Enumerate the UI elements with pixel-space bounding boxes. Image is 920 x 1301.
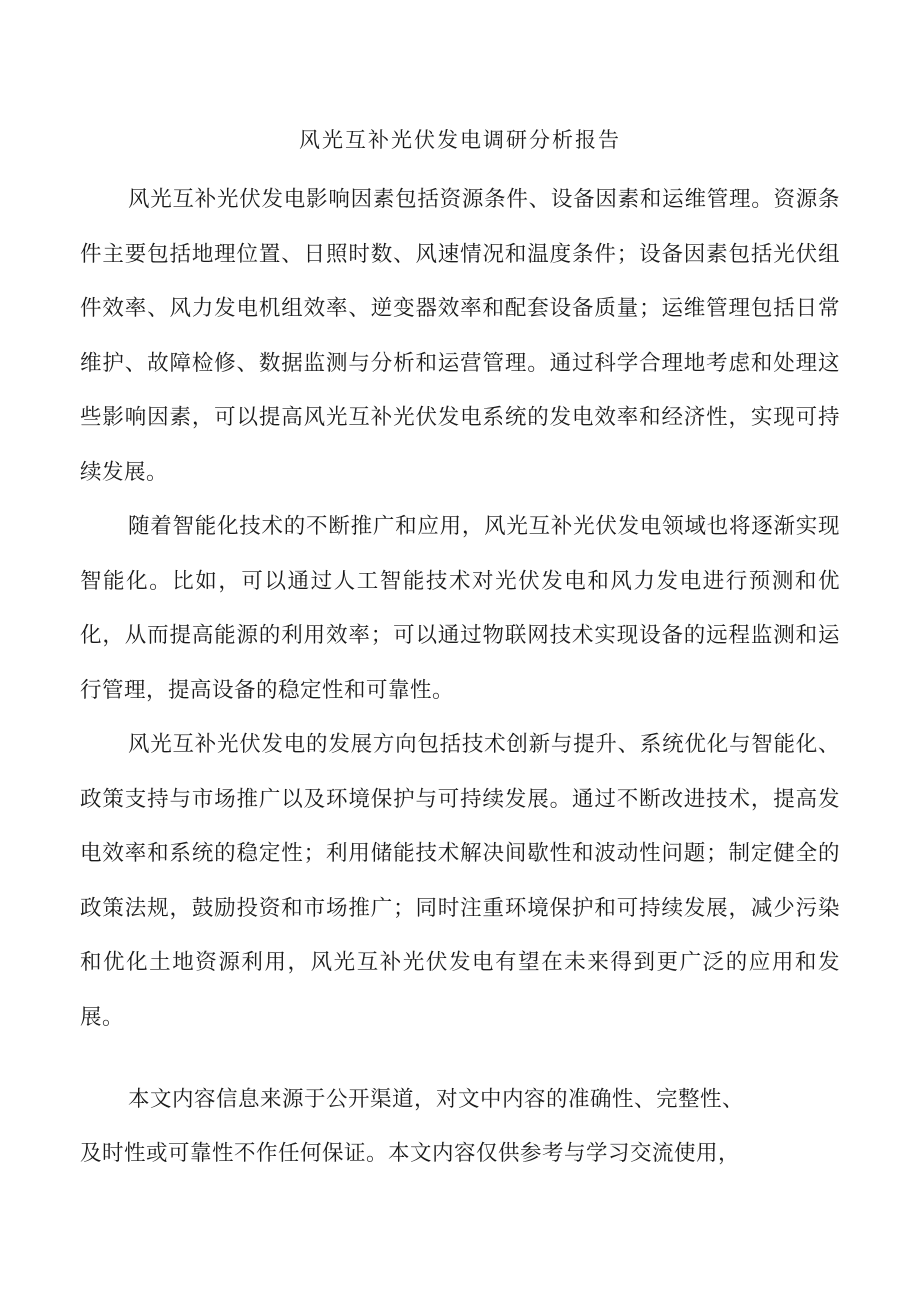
paragraph-intelligent-development: 随着智能化技术的不断推广和应用，风光互补光伏发电领域也将逐渐实现智能化。比如，可以通过人工智能技术对光伏发电和风力发电进行预测和优化，从而提高能源的利用效率；可以通过物联网技术实现设备的远程监测和运行管理，提高设备的稳定性和可靠性。: [80, 514, 840, 703]
paragraph-development-direction: 风光互补光伏发电的发展方向包括技术创新与提升、系统优化与智能化、政策支持与市场推广以及环境保护与可持续发展。通过不断改进技术，提高发电效率和系统的稳定性；利用储能技术解决间歇性和波动性问题；制定健全的政策法规，鼓励投资和市场推广；同时注重环境保护和可持续发展，减少污染和优化土地资源利用，风光互补光伏发电有望在未来得到更广泛的应用和发展。: [80, 732, 840, 1030]
disclaimer-line-1: 本文内容信息来源于公开渠道，对文中内容的准确性、完整性、: [128, 1087, 745, 1112]
paragraph-influencing-factors: 风光互补光伏发电影响因素包括资源条件、设备因素和运维管理。资源条件主要包括地理位置、日照时数、风速情况和温度条件；设备因素包括光伏组件效率、风力发电机组效率、逆变器效率和配套设备质量；运维管理包括日常维护、故障检修、数据监测与分析和运营管理。通过科学合理地考虑和处理这些影响因素，可以提高风光互补光伏发电系统的发电效率和经济性，实现可持续发展。: [80, 187, 840, 485]
disclaimer: [80, 1073, 840, 1181]
document-title: 风光互补光伏发电调研分析报告: [299, 128, 621, 152]
disclaimer-line-2: 及时性或可靠性不作任何保证。本文内容仅供参考与学习交流使用，: [80, 1141, 741, 1166]
